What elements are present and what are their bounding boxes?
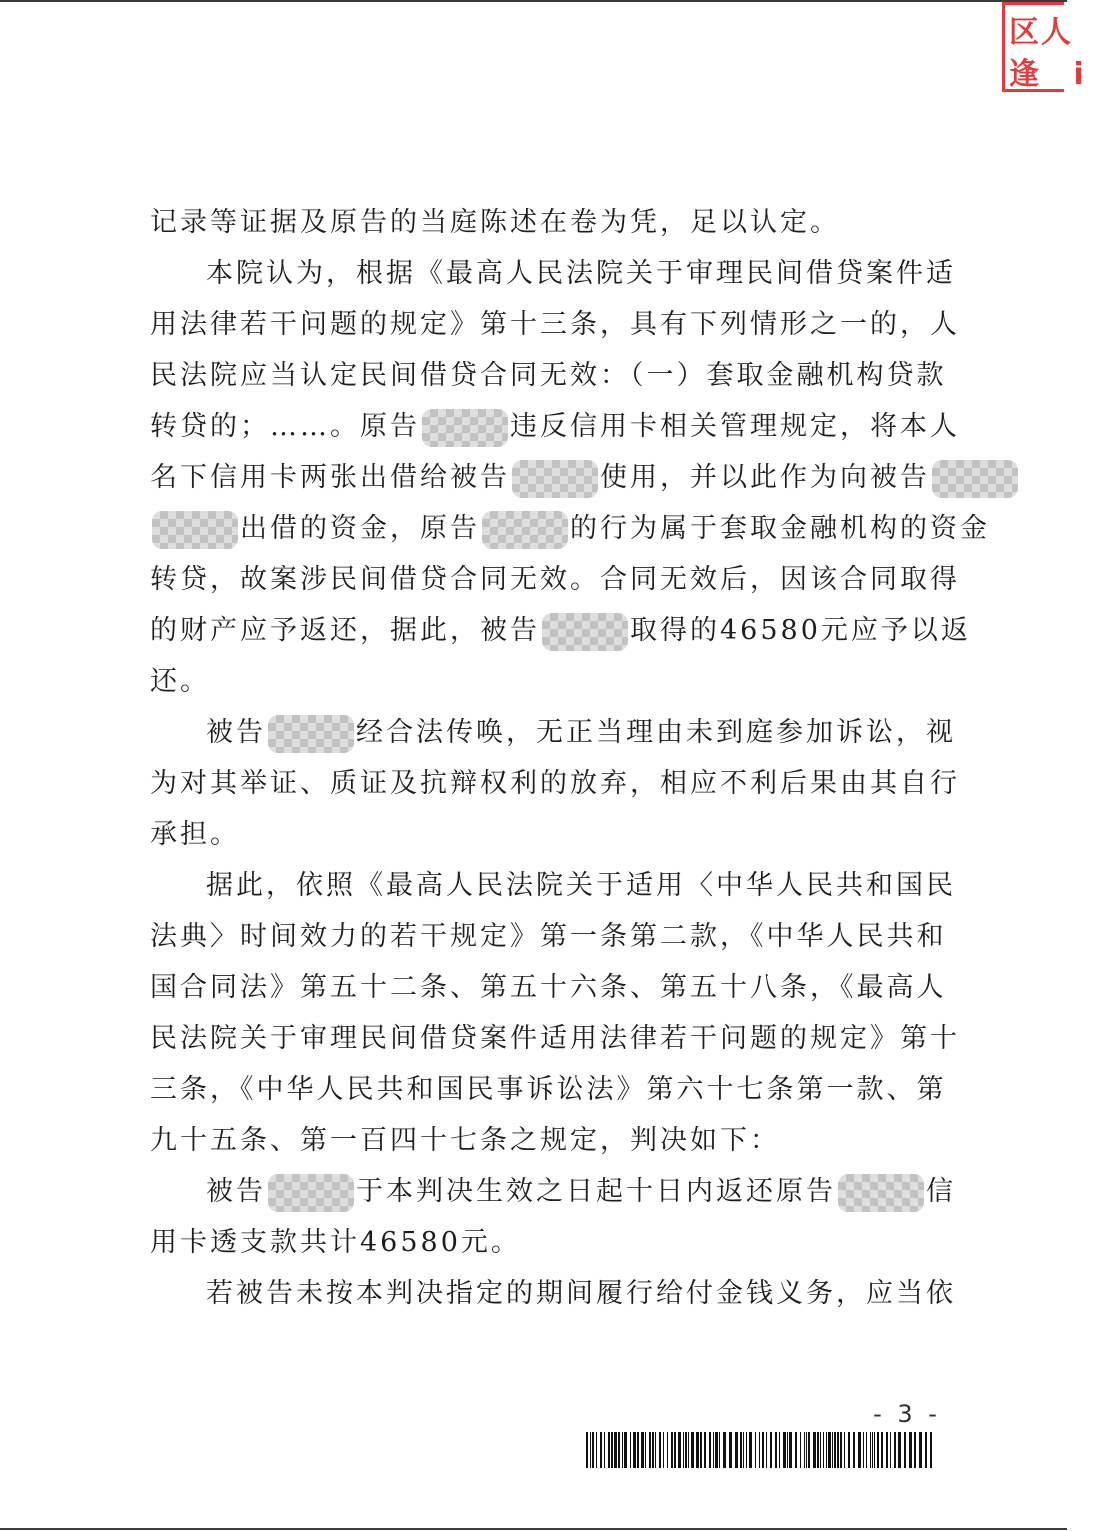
paragraph-2-line-3 [150,350,947,401]
paragraph-3-line-2 [150,758,960,809]
barcode-bar [789,1432,792,1468]
barcode-bar [624,1432,627,1468]
barcode-bar [611,1432,613,1468]
redacted-name-mosaic [838,1174,924,1212]
barcode-bar [787,1432,788,1468]
barcode-bar [674,1432,676,1468]
barcode-bar [746,1432,747,1468]
text-run: 经合法传唤，无正当理由未到庭参加诉讼，视 [356,717,956,748]
stamp-text-line-2: 逢 i [1009,57,1096,92]
barcode-bar [637,1432,639,1468]
barcode-bar [590,1432,591,1468]
barcode-bar [848,1432,850,1468]
text-run: 信 [926,1176,956,1207]
page-bottom-border [0,1528,1067,1530]
barcode-bar [817,1432,819,1468]
redacted-name-mosaic [268,1174,354,1212]
barcode-bar [667,1432,668,1468]
text-run: 取得的46580元应予以返 [630,615,971,646]
barcode-bar [622,1432,623,1468]
barcode-bar [795,1432,797,1468]
barcode-bar [618,1432,620,1468]
barcode-bar [832,1432,833,1468]
barcode [586,1432,934,1468]
judgment-body-text [150,197,990,1319]
paragraph-4-line-1 [150,860,956,911]
barcode-bar [743,1432,744,1468]
text-run: 出借的资金，原告 [240,513,480,544]
paragraph-5-line-1 [150,1166,956,1217]
barcode-bar [823,1432,824,1468]
barcode-bar [863,1432,864,1468]
text-run: 法典〉时间效力的若干规定》第一条第二款，《中华人民共和 [150,921,947,952]
barcode-bar [630,1432,631,1468]
barcode-bar [904,1432,906,1468]
paragraph-2-line-2 [150,299,960,350]
text-run: 用法律若干问题的规定》第十三条，具有下列情形之一的，人 [150,309,960,340]
barcode-bar [881,1432,883,1468]
barcode-bar [800,1432,801,1468]
barcode-bar [766,1432,767,1468]
text-run: 的财产应予返还，据此，被告 [150,615,540,646]
paragraph-2-line-9 [150,656,940,707]
paragraph-1-line-1 [150,197,940,248]
barcode-bar [804,1432,805,1468]
page-number: - 3 - [873,1400,941,1428]
paragraph-6-line-1 [150,1268,956,1319]
paragraph-4-line-3 [150,962,947,1013]
barcode-bar [877,1432,879,1468]
barcode-bar [898,1432,901,1468]
text-run: 用卡透支款共计46580元。 [150,1227,521,1258]
barcode-bar [655,1432,656,1468]
barcode-bar [608,1432,610,1468]
barcode-bar [806,1432,807,1468]
barcode-bar [870,1432,871,1468]
barcode-bar [735,1432,738,1468]
text-run: 使用，并以此作为向被告 [600,462,930,493]
barcode-bar [649,1432,651,1468]
barcode-bar [645,1432,646,1468]
redacted-name-mosaic [268,715,354,753]
paragraph-2-line-8 [150,605,971,656]
barcode-bar [709,1432,711,1468]
text-run: 名下信用卡两张出借给被告 [150,462,510,493]
barcode-bar [740,1432,742,1468]
paragraph-5-line-2 [150,1217,940,1268]
barcode-bar [826,1432,827,1468]
text-run: 于本判决生效之日起十日内返还原告 [356,1176,836,1207]
barcode-bar [723,1432,726,1468]
barcode-bar [925,1432,927,1468]
text-run: 违反信用卡相关管理规定，将本人 [510,411,960,442]
text-run: 转贷，故案涉民间借贷合同无效。合同无效后，因该合同取得 [150,564,960,595]
barcode-bar [813,1432,816,1468]
barcode-bar [685,1432,687,1468]
text-run: 九十五条、第一百四十七条之规定，判决如下： [150,1125,780,1156]
text-run: 三条，《中华人民共和国民事诉讼法》第六十七条第一款、第 [150,1074,947,1105]
barcode-bar [919,1432,922,1468]
barcode-bar [719,1432,720,1468]
barcode-bar [872,1432,873,1468]
text-run: 承担。 [150,819,240,850]
redacted-name-mosaic [512,460,598,498]
barcode-bar [614,1432,617,1468]
barcode-bar [866,1432,867,1468]
paragraph-2-line-7 [150,554,960,605]
barcode-bar [704,1432,706,1468]
text-run: 国合同法》第五十二条、第五十六条、第五十八条，《最高人 [150,972,947,1003]
text-run: 被告 [206,717,266,748]
barcode-bar [600,1432,602,1468]
barcode-bar [853,1432,855,1468]
text-run: 被告 [206,1176,266,1207]
barcode-bar [909,1432,912,1468]
text-run: 本院认为，根据《最高人民法院关于审理民间借贷案件适 [206,258,956,289]
text-run: 为对其举证、质证及抗辩权利的放弃，相应不利后果由其自行 [150,768,960,799]
redacted-name-mosaic [932,460,1018,498]
paragraph-4-line-6 [150,1115,940,1166]
barcode-bar [659,1432,661,1468]
paragraph-4-line-5 [150,1064,947,1115]
barcode-bar [762,1432,764,1468]
page-top-border [0,0,1067,2]
barcode-bar [783,1432,786,1468]
text-run: 记录等证据及原告的当庭陈述在卷为凭，足以认定。 [150,207,840,238]
barcode-bar [596,1432,597,1468]
text-run: 若被告未按本判决指定的期间履行给付金钱义务，应当依 [206,1278,956,1309]
barcode-bar [691,1432,694,1468]
barcode-bar [604,1432,605,1468]
barcode-bar [700,1432,702,1468]
barcode-bar [759,1432,760,1468]
barcode-bar [890,1432,891,1468]
paragraph-2-line-4 [150,401,960,452]
text-run: 还。 [150,666,210,697]
barcode-bar [874,1432,875,1468]
barcode-bar [663,1432,664,1468]
barcode-bar [775,1432,777,1468]
redacted-name-mosaic [152,511,238,549]
paragraph-4-line-4 [150,1013,960,1064]
barcode-bar [713,1432,714,1468]
paragraph-2-line-6 [150,503,990,554]
barcode-bar [837,1432,839,1468]
barcode-bar [844,1432,845,1468]
barcode-bar [671,1432,673,1468]
barcode-bar [586,1432,588,1468]
barcode-bar [755,1432,756,1468]
text-run: 的行为属于套取金融机构的资金 [570,513,990,544]
paragraph-4-line-2 [150,911,947,962]
barcode-bar [678,1432,681,1468]
barcode-bar [930,1432,932,1468]
barcode-bar [820,1432,821,1468]
paragraph-3-line-3 [150,809,940,860]
barcode-bar [808,1432,810,1468]
barcode-bar [683,1432,684,1468]
court-seal-stamp [1002,2,1096,92]
barcode-bar [696,1432,699,1468]
text-run: 转贷的；……。原告 [150,411,420,442]
barcode-bar [834,1432,836,1468]
barcode-bar [886,1432,888,1468]
barcode-bar [688,1432,689,1468]
redacted-name-mosaic [542,613,628,651]
text-run: 据此，依照《最高人民法院关于适用〈中华人民共和国民 [206,870,956,901]
barcode-bar [652,1432,654,1468]
barcode-bar [840,1432,842,1468]
barcode-bar [894,1432,896,1468]
barcode-bar [779,1432,780,1468]
paragraph-2-line-5 [150,452,940,503]
text-run: 民法院应当认定民间借贷合同无效：（一）套取金融机构贷款 [150,360,947,391]
redacted-name-mosaic [422,409,508,447]
paragraph-3-line-1 [150,707,956,758]
text-run: 民法院关于审理民间借贷案件适用法律若干问题的规定》第十 [150,1023,960,1054]
barcode-bar [715,1432,718,1468]
barcode-bar [858,1432,861,1468]
stamp-text-line-1: 区人 [1009,15,1073,50]
barcode-bar [914,1432,916,1468]
redacted-name-mosaic [482,511,568,549]
barcode-bar [641,1432,644,1468]
barcode-bar [729,1432,732,1468]
barcode-bar [633,1432,636,1468]
paragraph-2-line-1 [150,248,956,299]
barcode-bar [749,1432,752,1468]
barcode-bar [828,1432,831,1468]
barcode-bar [770,1432,772,1468]
barcode-bar [592,1432,594,1468]
